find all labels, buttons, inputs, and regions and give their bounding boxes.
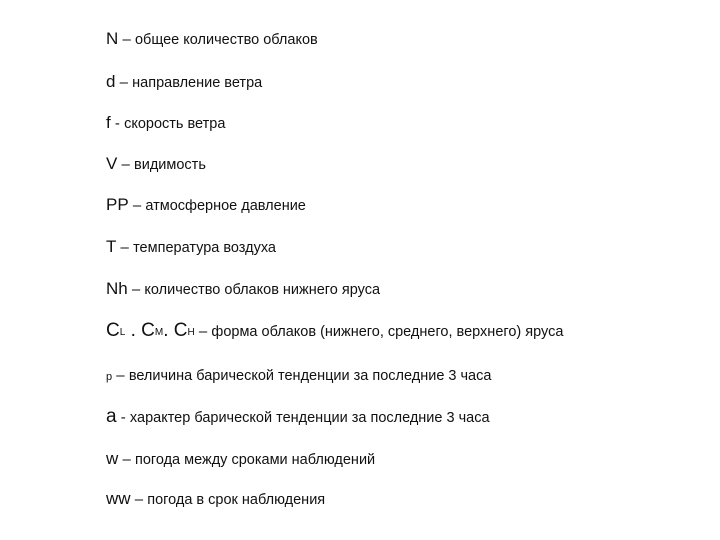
symbol-subscript: M [154, 327, 164, 338]
separator: – [118, 31, 135, 48]
symbol: w [106, 449, 119, 468]
legend-row-cloud-forms [106, 320, 563, 342]
symbol-cm [125, 321, 163, 340]
symbol: PP [106, 195, 129, 214]
description: погода между сроками наблюдений [134, 452, 376, 468]
separator: – [194, 323, 212, 340]
legend-row-f [106, 112, 225, 134]
separator: – [127, 281, 145, 298]
symbol: T [106, 237, 117, 256]
symbol: V [106, 154, 118, 173]
symbol: Nh [106, 279, 128, 298]
legend-row-nh [106, 278, 380, 300]
legend-row-pp [106, 194, 306, 216]
symbol-ch [163, 321, 195, 340]
legend-row-d [106, 71, 262, 93]
description: величина барической тенденции за последние 3 часа [128, 368, 492, 384]
symbol: d [106, 72, 116, 91]
separator: - [110, 115, 125, 132]
separator: – [116, 239, 134, 256]
symbol-subscript: H [187, 327, 195, 338]
symbol: p [106, 371, 113, 383]
symbol: N [106, 29, 119, 48]
description: количество облаков нижнего яруса [144, 282, 381, 298]
symbol-main: . C [163, 320, 188, 341]
description: атмосферное давление [145, 198, 306, 214]
description: видимость [134, 157, 206, 173]
legend-row-n [106, 28, 318, 50]
description: погода в срок наблюдения [147, 492, 326, 508]
symbol-main: . C [125, 320, 155, 341]
description: направление ветра [132, 75, 263, 91]
legend-row-p [106, 365, 491, 387]
description: характер барической тенденции за последние 3 часа [129, 410, 490, 426]
symbol-subscript: L [119, 327, 126, 338]
separator: – [118, 451, 135, 468]
symbol-cl [106, 321, 125, 340]
description: общее количество облаков [134, 32, 318, 48]
separator: – [115, 74, 133, 91]
legend-row-t [106, 236, 276, 258]
legend-row-w [106, 448, 375, 470]
symbol: f [106, 113, 111, 132]
separator: – [128, 197, 146, 214]
description: форма облаков (нижнего, среднего, верхнего) яруса [211, 324, 564, 340]
symbol: ww [106, 489, 131, 508]
separator: – [117, 156, 135, 173]
description: температура воздуха [133, 240, 276, 256]
legend-row-v [106, 153, 206, 175]
separator: - [116, 409, 130, 426]
legend-row-ww [106, 488, 325, 510]
legend-row-a [106, 406, 490, 428]
separator: – [112, 367, 129, 384]
separator: – [130, 491, 148, 508]
symbol: a [106, 406, 117, 427]
symbol-main: C [106, 320, 120, 341]
description: скорость ветра [124, 116, 226, 132]
